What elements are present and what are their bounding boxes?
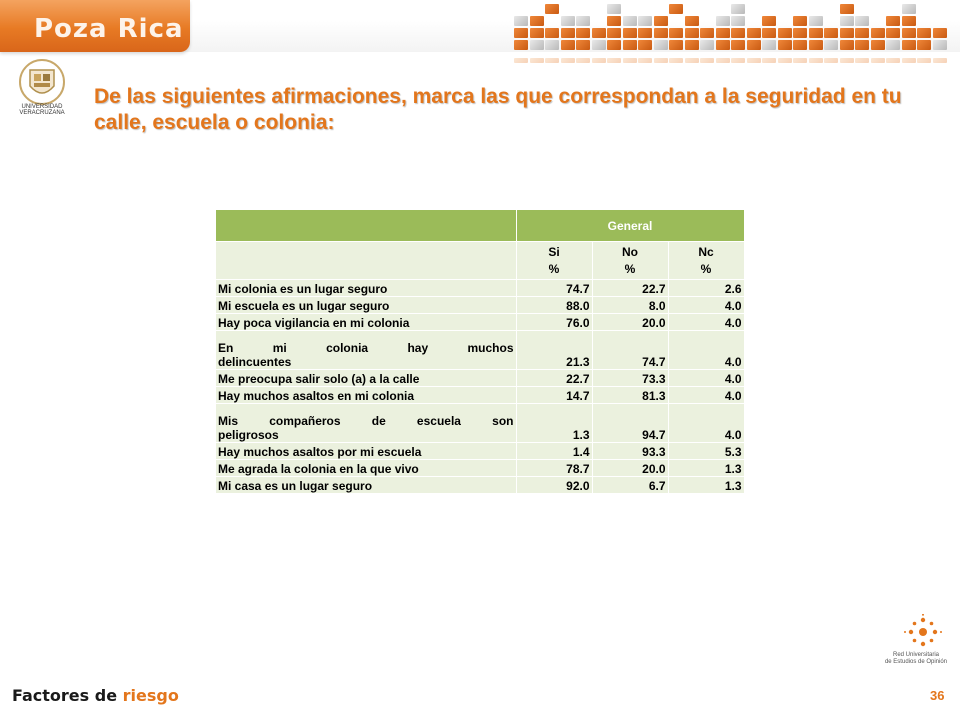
column-unit: % [548, 261, 560, 276]
decorative-tile [514, 40, 528, 50]
decorative-tile [514, 28, 528, 38]
decorative-tile [545, 4, 559, 14]
decorative-tile [793, 16, 807, 26]
row-label [216, 331, 516, 370]
row-label-line: delincuentes [218, 355, 292, 369]
decorative-tile [840, 28, 854, 38]
decorative-tile [747, 40, 761, 50]
column-unit: % [700, 261, 712, 276]
row-label: Mi escuela es un lugar seguro [216, 297, 516, 314]
cell-si: 74.7 [516, 280, 592, 297]
decorative-tile [654, 16, 668, 26]
decorative-tile [561, 16, 575, 26]
table-corner-cell [216, 242, 516, 280]
cell-no: 20.0 [592, 314, 668, 331]
decorative-tile [809, 28, 823, 38]
decorative-tile [545, 28, 559, 38]
cell-si: 78.7 [516, 460, 592, 477]
decorative-tile [607, 16, 621, 26]
decorative-tile [731, 40, 745, 50]
row-label-line: Mis compañeros de escuela son [218, 414, 514, 428]
table-row [216, 331, 744, 370]
decorative-tile [623, 16, 637, 26]
cell-nc: 4.0 [668, 370, 744, 387]
cell-no: 74.7 [592, 331, 668, 370]
decorative-tile [762, 28, 776, 38]
decorative-tile [685, 16, 699, 26]
cell-si: 88.0 [516, 297, 592, 314]
decorative-tile [592, 40, 606, 50]
decorative-tile [685, 28, 699, 38]
decorative-tile [824, 40, 838, 50]
decorative-tile [762, 16, 776, 26]
column-name: Nc [698, 244, 714, 259]
row-label: Mi casa es un lugar seguro [216, 477, 516, 494]
decorative-tile [933, 40, 947, 50]
cell-nc: 4.0 [668, 297, 744, 314]
decorative-tile [607, 40, 621, 50]
decorative-tile [638, 16, 652, 26]
decorative-tile [902, 40, 916, 50]
decorative-tile [902, 28, 916, 38]
column-header-si [516, 242, 592, 280]
table-group-header-row [216, 210, 744, 242]
section-label-prefix: Factores de [12, 686, 118, 705]
decorative-tile [530, 58, 544, 63]
decorative-tile [886, 16, 900, 26]
decorative-tile [700, 40, 714, 50]
decorative-tile [747, 58, 761, 63]
column-header-nc [668, 242, 744, 280]
decorative-tile [514, 16, 528, 26]
column-unit: % [624, 261, 636, 276]
row-label: Me preocupa salir solo (a) a la calle [216, 370, 516, 387]
cell-nc: 1.3 [668, 477, 744, 494]
cell-no: 73.3 [592, 370, 668, 387]
decorative-tile [669, 4, 683, 14]
decorative-tile [623, 58, 637, 63]
cell-no: 20.0 [592, 460, 668, 477]
decorative-tile [638, 28, 652, 38]
university-caption: UNIVERSIDAD VERACRUZANA [19, 104, 65, 116]
decorative-tile [700, 58, 714, 63]
row-label: Hay muchos asaltos en mi colonia [216, 387, 516, 404]
city-tab [0, 0, 190, 52]
decorative-tile [902, 16, 916, 26]
decorative-tile [514, 58, 528, 63]
decorative-tile [638, 40, 652, 50]
decorative-tile [855, 58, 869, 63]
decorative-tile [840, 4, 854, 14]
cell-si: 76.0 [516, 314, 592, 331]
column-name: No [622, 244, 638, 259]
decorative-tile [933, 58, 947, 63]
row-label [216, 404, 516, 443]
decorative-tile [716, 16, 730, 26]
decorative-tile [685, 40, 699, 50]
cell-si: 1.4 [516, 443, 592, 460]
decorative-tile [530, 16, 544, 26]
cell-nc: 1.3 [668, 460, 744, 477]
decorative-tile [778, 40, 792, 50]
row-label-line: peligrosos [218, 428, 279, 442]
network-caption [872, 652, 960, 666]
table-row [216, 460, 744, 477]
decorative-tile [886, 28, 900, 38]
decorative-tile [607, 4, 621, 14]
cell-si: 92.0 [516, 477, 592, 494]
decorative-tile [654, 28, 668, 38]
decorative-tile [731, 16, 745, 26]
cell-no: 6.7 [592, 477, 668, 494]
decorative-tile [576, 58, 590, 63]
decorative-tile [669, 40, 683, 50]
page-title: De las siguientes afirmaciones, marca las que correspondan a la seguridad en tu calle, escuela o colonia: [94, 85, 902, 134]
decorative-tiles [510, 0, 960, 70]
decorative-tile [654, 58, 668, 63]
decorative-tile [871, 28, 885, 38]
cell-nc: 4.0 [668, 404, 744, 443]
decorative-tile [886, 40, 900, 50]
decorative-tile [840, 58, 854, 63]
network-caption-line: de Estudios de Opinión [884, 659, 948, 665]
decorative-tile [685, 58, 699, 63]
decorative-tile [824, 28, 838, 38]
section-label-accent: riesgo [122, 686, 179, 705]
decorative-tile [545, 58, 559, 63]
decorative-tile [778, 58, 792, 63]
decorative-tile [731, 4, 745, 14]
table-row [216, 297, 744, 314]
decorative-tile [778, 28, 792, 38]
decorative-tile [840, 16, 854, 26]
decorative-tile [576, 40, 590, 50]
cell-si: 1.3 [516, 404, 592, 443]
decorative-tile [762, 58, 776, 63]
decorative-tile [576, 16, 590, 26]
decorative-tile [731, 58, 745, 63]
decorative-tile [855, 40, 869, 50]
decorative-tile [545, 40, 559, 50]
decorative-tile [561, 28, 575, 38]
decorative-tile [716, 58, 730, 63]
table-row [216, 443, 744, 460]
decorative-tile [809, 58, 823, 63]
decorative-tile [840, 40, 854, 50]
decorative-tile [592, 58, 606, 63]
cell-si: 21.3 [516, 331, 592, 370]
cell-nc: 2.6 [668, 280, 744, 297]
decorative-tile [530, 40, 544, 50]
decorative-tile [824, 58, 838, 63]
decorative-tile [623, 40, 637, 50]
cell-si: 14.7 [516, 387, 592, 404]
table-row [216, 387, 744, 404]
column-name: Si [548, 244, 560, 259]
decorative-tile [592, 28, 606, 38]
decorative-tile [731, 28, 745, 38]
decorative-tile [716, 40, 730, 50]
table-row [216, 280, 744, 297]
cell-no: 81.3 [592, 387, 668, 404]
decorative-tile [669, 58, 683, 63]
decorative-tile [933, 28, 947, 38]
network-caption-line: Red Universitaria [892, 652, 940, 658]
cell-nc: 4.0 [668, 387, 744, 404]
column-header-no [592, 242, 668, 280]
row-label: Me agrada la colonia en la que vivo [216, 460, 516, 477]
decorative-tile [809, 40, 823, 50]
decorative-tile [654, 40, 668, 50]
decorative-tile [855, 16, 869, 26]
row-label: Mi colonia es un lugar seguro [216, 280, 516, 297]
decorative-tile [669, 28, 683, 38]
decorative-tile [561, 40, 575, 50]
decorative-tile [700, 28, 714, 38]
decorative-tile [607, 58, 621, 63]
decorative-tile [809, 16, 823, 26]
decorative-tile [902, 4, 916, 14]
decorative-tile [716, 28, 730, 38]
page-number: 36 [930, 688, 945, 703]
decorative-tile [855, 28, 869, 38]
decorative-tile [793, 28, 807, 38]
city-name: Poza Rica [34, 14, 184, 44]
cell-nc: 4.0 [668, 314, 744, 331]
table-column-header-row [216, 242, 744, 280]
decorative-tile [902, 58, 916, 63]
cell-no: 94.7 [592, 404, 668, 443]
decorative-tile [793, 40, 807, 50]
cell-nc: 5.3 [668, 443, 744, 460]
decorative-tile [793, 58, 807, 63]
decorative-tile [871, 58, 885, 63]
row-label: Hay poca vigilancia en mi colonia [216, 314, 516, 331]
table-corner-cell [216, 210, 516, 242]
section-label [12, 686, 179, 705]
decorative-tile [576, 28, 590, 38]
decorative-tile [917, 28, 931, 38]
decorative-tile [747, 28, 761, 38]
decorative-tile [561, 58, 575, 63]
cell-no: 93.3 [592, 443, 668, 460]
decorative-tile [917, 58, 931, 63]
table-row [216, 314, 744, 331]
decorative-tile [623, 28, 637, 38]
decorative-tile [762, 40, 776, 50]
decorative-tile [871, 40, 885, 50]
cell-no: 8.0 [592, 297, 668, 314]
row-label: Hay muchos asaltos por mi escuela [216, 443, 516, 460]
cell-nc: 4.0 [668, 331, 744, 370]
decorative-tile [607, 28, 621, 38]
table-row [216, 404, 744, 443]
decorative-tile [917, 40, 931, 50]
group-header-general: General [516, 210, 744, 242]
decorative-tile [886, 58, 900, 63]
decorative-tile [530, 28, 544, 38]
survey-table [216, 210, 745, 494]
decorative-tile [638, 58, 652, 63]
cell-no: 22.7 [592, 280, 668, 297]
table-row [216, 370, 744, 387]
table-row [216, 477, 744, 494]
row-label-line: En mi colonia hay muchos [218, 341, 514, 355]
cell-si: 22.7 [516, 370, 592, 387]
